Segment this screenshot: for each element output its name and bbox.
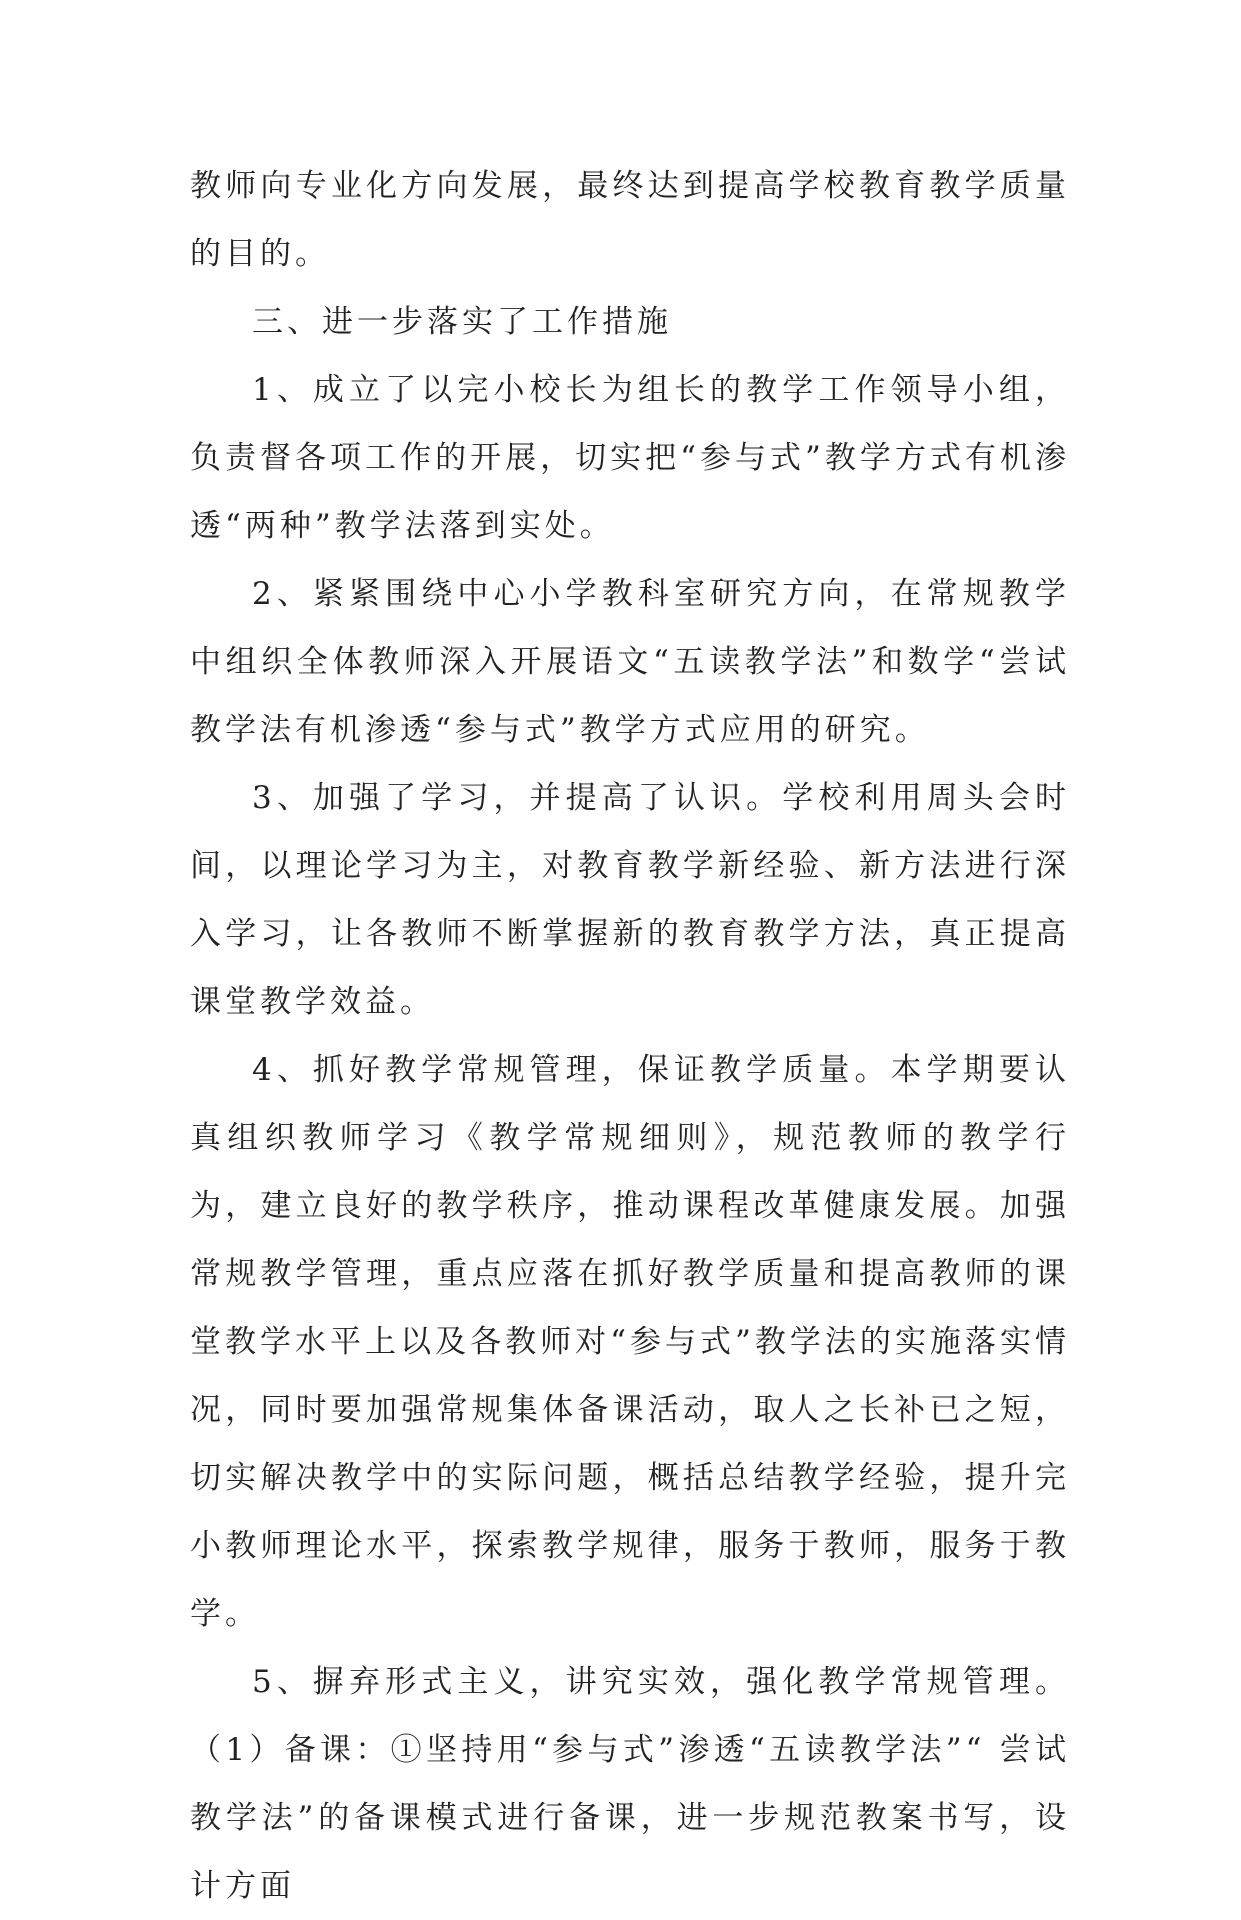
- document-body: [190, 152, 1070, 1920]
- paragraph-item-5: 5、摒弃形式主义，讲究实效，强化教学常规管理。（1）备课：①坚持用“参与式”渗透“五读教学法”“ 尝试教学法”的备课模式进行备课，进一步规范教案书写，设计方面: [190, 1664, 1070, 1904]
- paragraph-item-3: 3、加强了学习，并提高了认识。学校利用周头会时间，以理论学习为主，对教育教学新经验、新方法进行深入学习，让各教师不断掌握新的教育教学方法，真正提高课堂教学效益。: [190, 780, 1070, 1020]
- paragraph-continuation: 教师向专业化方向发展，最终达到提高学校教育教学质量的目的。: [190, 168, 1070, 272]
- paragraph-item-1: 1、成立了以完小校长为组长的教学工作领导小组，负责督各项工作的开展，切实把“参与式”教学方式有机渗透“两种”教学法落到实处。: [190, 372, 1070, 544]
- paragraph-item-2: 2、紧紧围绕中心小学教科室研究方向，在常规教学中组织全体教师深入开展语文“五读教学法”和数学“尝试教学法有机渗透“参与式”教学方式应用的研究。: [190, 576, 1070, 748]
- section-heading: 三、进一步落实了工作措施: [252, 304, 672, 340]
- paragraph-item-4: 4、抓好教学常规管理，保证教学质量。本学期要认真组织教师学习《教学常规细则》，规范教师的教学行为，建立良好的教学秩序，推动课程改革健康发展。加强常规教学管理，重点应落在抓好教学质量和提高教师的课堂教学水平上以及各教师对“参与式”教学法的实施落实情况，同时要加强常规集体备课活动，取人之长补已之短，切实解决教学中的实际问题，概括总结教学经验，提升完小教师理论水平，探索教学规律，服务于教师，服务于教学。: [190, 1052, 1070, 1632]
